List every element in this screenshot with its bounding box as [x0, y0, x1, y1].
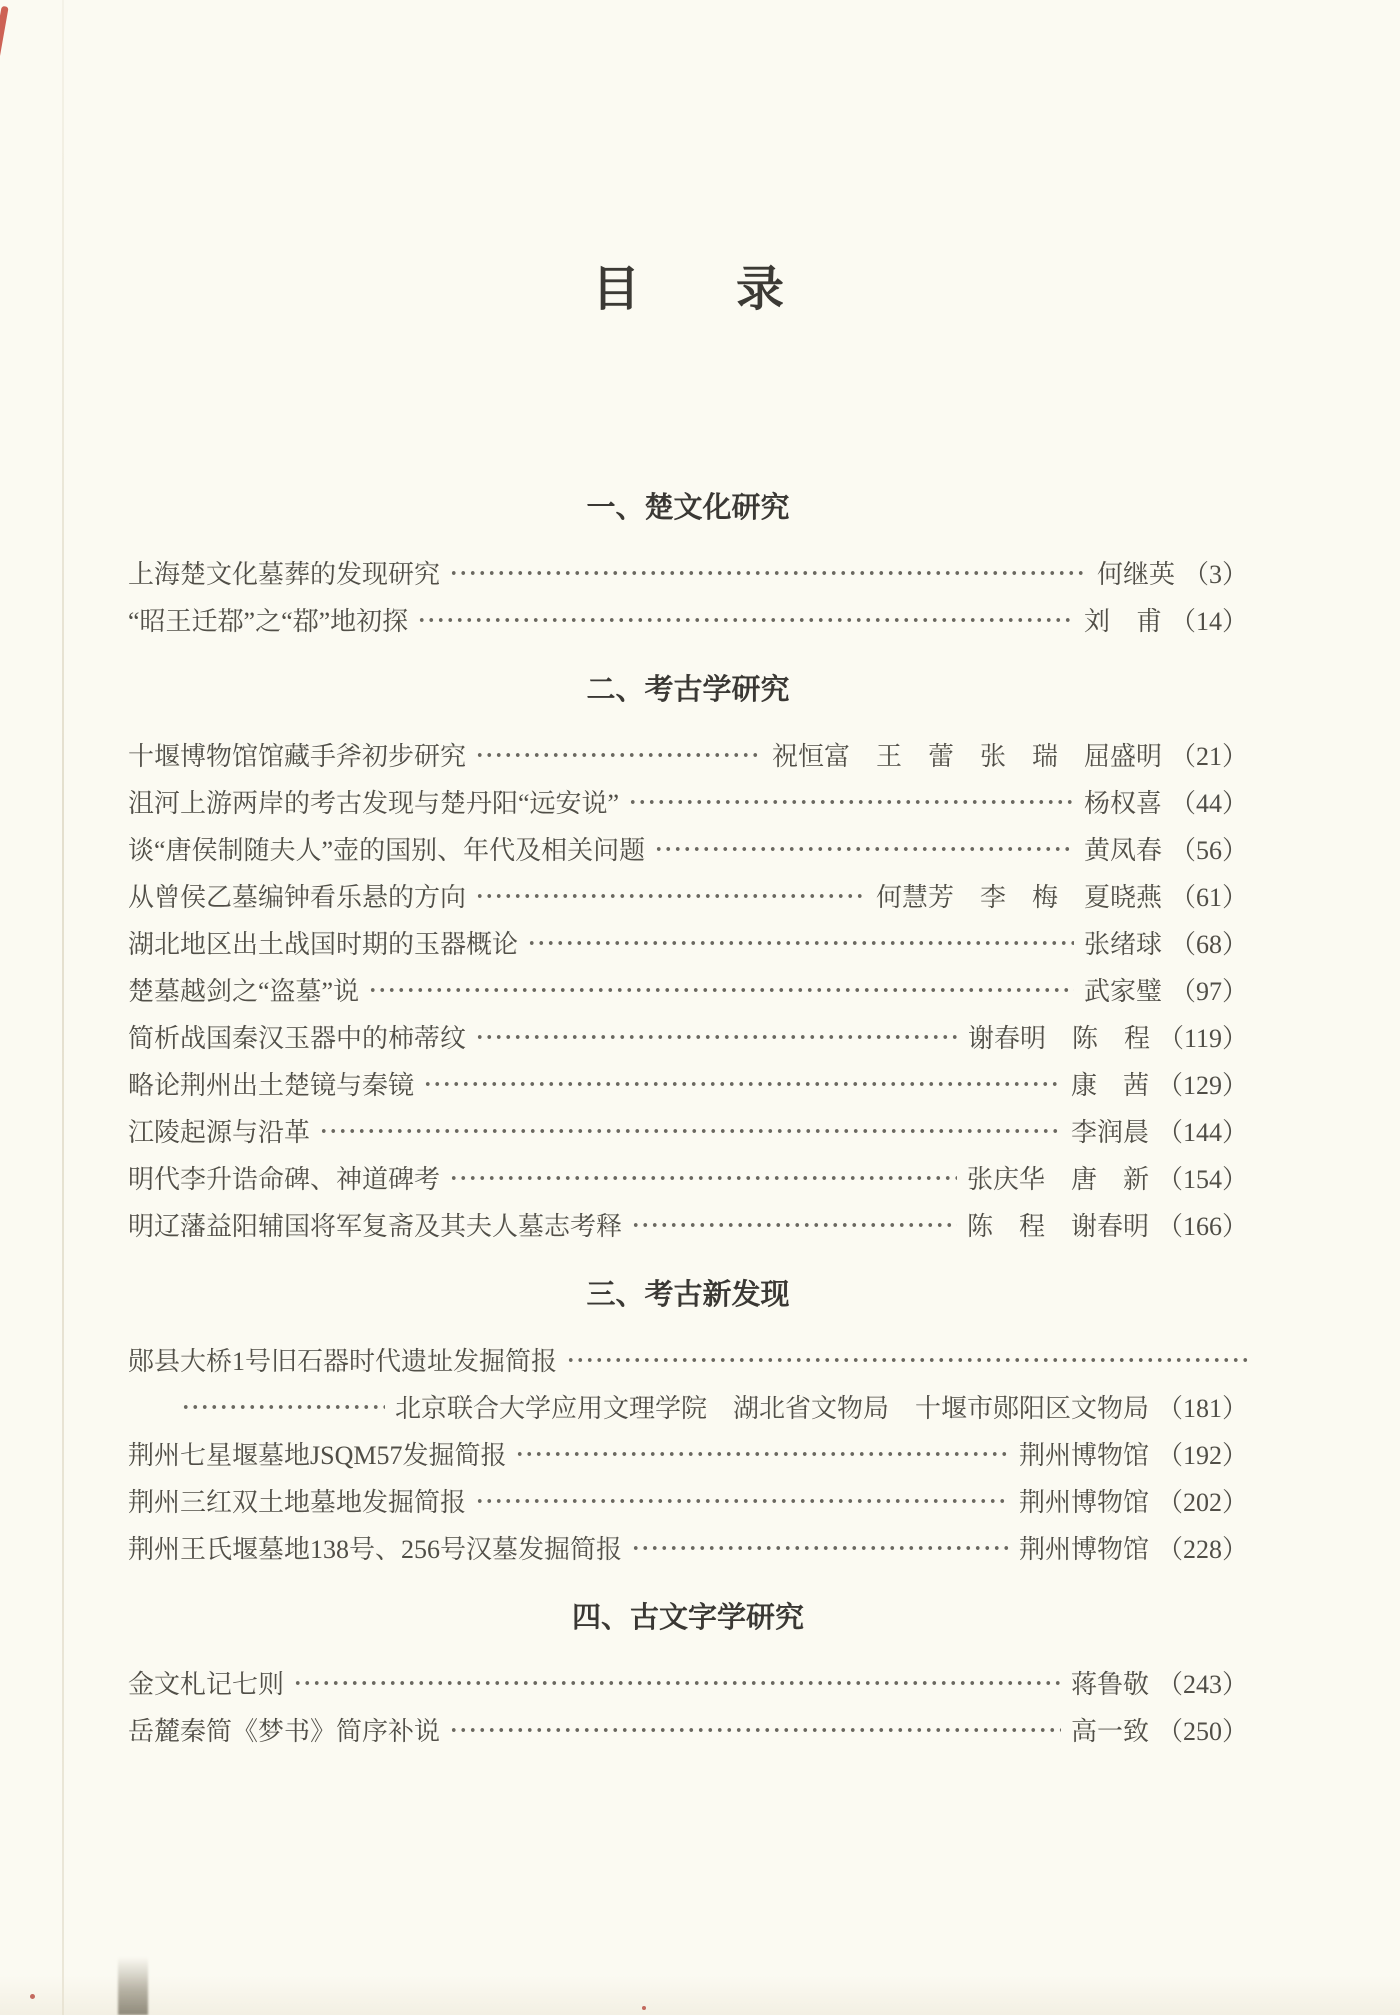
page-title: 目 录: [591, 263, 784, 316]
entry-title: 金文札记七则: [128, 1670, 285, 1699]
dot-leader: [449, 1706, 1061, 1753]
dot-leader: [181, 1383, 385, 1430]
dot-leader: [368, 966, 1074, 1013]
dot-leader: [566, 1336, 1248, 1383]
entry-title: “昭王迁鄀”之“鄀”地初探: [128, 607, 409, 636]
entry-page: （181）: [1156, 1394, 1248, 1423]
toc-entry: [128, 731, 1248, 778]
toc-entry: [128, 825, 1248, 872]
entry-title: 江陵起源与沿革: [128, 1118, 311, 1147]
section-heading-2: 二、考古学研究: [586, 674, 790, 706]
toc-entry: [128, 778, 1248, 825]
entry-title: 郧县大桥1号旧石器时代遗址发掘简报: [128, 1347, 558, 1376]
entry-page: （3）: [1182, 560, 1248, 589]
entry-authors: 张绪球: [1083, 930, 1162, 959]
entry-authors: 谢春明 陈 程: [967, 1024, 1150, 1053]
dot-leader: [628, 778, 1074, 825]
entry-page: （144）: [1156, 1118, 1248, 1147]
red-scan-artifact: [0, 6, 9, 60]
toc-entry: [128, 596, 1248, 643]
entry-title: 明代李升诰命碑、神道碑考: [128, 1165, 441, 1194]
dot-leader: [423, 1060, 1061, 1107]
toc-entry-continuation: [128, 1383, 1248, 1430]
section-heading-1: 一、楚文化研究: [586, 492, 790, 524]
toc-entry: [128, 1706, 1248, 1753]
dot-leader: [475, 1013, 958, 1060]
red-speck: [30, 1994, 35, 1999]
entry-title: 荆州七星堰墓地JSQM57发掘简报: [128, 1441, 507, 1470]
entry-title: 略论荆州出土楚镜与秦镜: [128, 1071, 415, 1100]
entry-title: 十堰博物馆馆藏手斧初步研究: [128, 742, 467, 771]
entry-authors: 北京联合大学应用文理学院 湖北省文物局 十堰市郧阳区文物局: [394, 1394, 1149, 1423]
dot-leader: [449, 1154, 957, 1201]
dot-leader: [631, 1201, 957, 1248]
dot-leader: [293, 1659, 1061, 1706]
entry-title: 荆州三红双土地墓地发掘简报: [128, 1488, 467, 1517]
entry-page: （14）: [1169, 607, 1248, 636]
toc-entry: [128, 1659, 1248, 1706]
bottom-shadow: [0, 1975, 1400, 2015]
section-heading-4: 四、古文字学研究: [571, 1602, 804, 1634]
entry-authors: 黄凤春: [1083, 836, 1162, 865]
entry-page: （119）: [1157, 1024, 1248, 1053]
entry-page: （68）: [1169, 930, 1248, 959]
entry-page: （166）: [1156, 1212, 1248, 1241]
entry-title: 谈“唐侯制随夫人”壶的国别、年代及相关问题: [128, 836, 646, 865]
entry-title: 简析战国秦汉玉器中的柿蒂纹: [128, 1024, 467, 1053]
entry-title: 沮河上游两岸的考古发现与楚丹阳“远安说”: [128, 789, 620, 818]
entry-title: 从曾侯乙墓编钟看乐悬的方向: [128, 883, 467, 912]
toc-entry: [128, 1430, 1248, 1477]
toc-entry: [128, 1201, 1248, 1248]
dot-leader: [475, 1477, 1009, 1524]
entry-title: 湖北地区出土战国时期的玉器概论: [128, 930, 519, 959]
dot-leader: [527, 919, 1074, 966]
entry-page: （192）: [1156, 1441, 1248, 1470]
dot-leader: [515, 1430, 1008, 1477]
toc-entry: [128, 919, 1248, 966]
dot-leader: [319, 1107, 1061, 1154]
entry-authors: 高一致: [1070, 1717, 1149, 1746]
toc-entry: [128, 1154, 1248, 1201]
entry-authors: 荆州博物馆: [1018, 1535, 1149, 1564]
entry-page: （250）: [1156, 1717, 1248, 1746]
entry-title: 上海楚文化墓葬的发现研究: [128, 560, 441, 589]
toc-entry: [128, 872, 1248, 919]
entry-authors: 何慧芳 李 梅 夏晓燕: [875, 883, 1162, 912]
dot-leader: [631, 1524, 1009, 1571]
toc-entry: [128, 1107, 1248, 1154]
entry-authors: 荆州博物馆: [1018, 1488, 1149, 1517]
entry-page: （228）: [1156, 1535, 1248, 1564]
entry-page: （56）: [1169, 836, 1248, 865]
toc-entry: [128, 549, 1248, 596]
entry-title: 明辽藩益阳辅国将军复斋及其夫人墓志考释: [128, 1212, 623, 1241]
toc-entry: [128, 1013, 1248, 1060]
entry-authors: 杨权喜: [1083, 789, 1162, 818]
toc-entry: [128, 1524, 1248, 1571]
section-heading-3: 三、考古新发现: [586, 1279, 790, 1311]
entry-page: （202）: [1156, 1488, 1248, 1517]
dot-leader: [475, 872, 866, 919]
entry-page: （97）: [1169, 977, 1248, 1006]
toc-entry: [128, 966, 1248, 1013]
entry-authors: 荆州博物馆: [1018, 1441, 1149, 1470]
entry-authors: 李润晨: [1070, 1118, 1149, 1147]
entry-page: （61）: [1169, 883, 1248, 912]
entry-title: 岳麓秦简《梦书》简序补说: [128, 1717, 441, 1746]
entry-page: （44）: [1169, 789, 1248, 818]
dot-leader: [654, 825, 1074, 872]
entry-authors: 何继英: [1096, 560, 1175, 589]
entry-page: （154）: [1156, 1165, 1248, 1194]
dot-leader: [449, 549, 1087, 596]
toc-entry: [128, 1477, 1248, 1524]
page-fold-line: [62, 0, 64, 2015]
dot-leader: [475, 731, 762, 778]
toc-content: [128, 0, 1248, 1753]
red-speck: [642, 2006, 646, 2010]
entry-authors: 武家璧: [1083, 977, 1162, 1006]
entry-authors: 蒋鲁敬: [1070, 1670, 1149, 1699]
entry-authors: 陈 程 谢春明: [966, 1212, 1149, 1241]
toc-entry: [128, 1060, 1248, 1107]
entry-page: （243）: [1156, 1670, 1248, 1699]
dot-leader: [417, 596, 1074, 643]
entry-title: 荆州王氏堰墓地138号、256号汉墓发掘简报: [128, 1535, 623, 1564]
entry-title: 楚墓越剑之“盗墓”说: [128, 977, 360, 1006]
entry-authors: 祝恒富 王 蕾 张 瑞 屈盛明: [771, 742, 1162, 771]
entry-page: （21）: [1169, 742, 1248, 771]
entry-authors: 张庆华 唐 新: [966, 1165, 1149, 1194]
bottom-left-page-edge: [118, 1957, 148, 2015]
entry-authors: 康 茜: [1070, 1071, 1149, 1100]
toc-entry: [128, 1336, 1248, 1383]
entry-authors: 刘 甫: [1083, 607, 1162, 636]
entry-page: （129）: [1156, 1071, 1248, 1100]
